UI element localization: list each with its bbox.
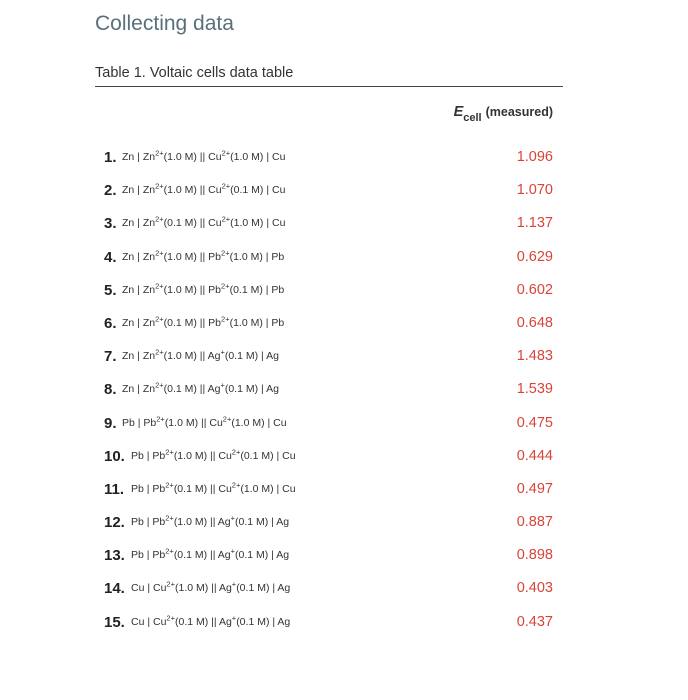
cell-notation-part: (0.1 M) || Cu xyxy=(173,482,232,495)
section-title: Collecting data xyxy=(95,12,234,35)
row-number: 3. xyxy=(104,215,117,233)
cell-notation-part: Pb | Pb xyxy=(122,416,157,429)
cell-notation-part: (0.1 M) | Cu xyxy=(230,184,286,197)
ion-charge: + xyxy=(230,546,236,556)
cell-notation-part: (1.0 M) || Cu xyxy=(173,449,232,462)
ecell-value: 1.539 xyxy=(516,381,553,398)
cell-notation-part: (1.0 M) || Ag xyxy=(173,516,231,529)
table-row xyxy=(95,274,563,307)
cell-notation-part: (0.1 M) | Ag xyxy=(235,516,290,529)
ecell-value: 0.437 xyxy=(516,613,553,630)
cell-notation xyxy=(122,380,279,396)
table-row xyxy=(95,440,563,473)
ion-charge: 2+ xyxy=(231,447,241,457)
ion-charge: 2+ xyxy=(222,414,232,423)
cell-notation-part: (0.1 M) | Pb xyxy=(229,283,285,296)
cell-notation-part: (0.1 M) || Cu xyxy=(163,217,222,230)
cell-notation-part: (1.0 M) | Cu xyxy=(231,416,287,429)
row-number: 5. xyxy=(104,281,117,299)
cell-notation-part: (0.1 M) || Ag xyxy=(163,383,221,396)
row-number: 7. xyxy=(104,348,117,366)
cell-notation xyxy=(131,579,291,595)
table-caption: Table 1. Voltaic cells data table xyxy=(95,65,294,81)
row-number: 13. xyxy=(104,547,125,565)
ecell-value: 0.602 xyxy=(516,281,553,298)
ion-charge: 2+ xyxy=(221,314,230,324)
ion-charge: 2+ xyxy=(165,480,174,490)
ion-charge: 2+ xyxy=(166,579,175,589)
cell-notation-part: Zn | Zn xyxy=(122,316,156,329)
table-row xyxy=(95,141,563,174)
cell-notation-part: Pb | Pb xyxy=(131,482,166,495)
cell-notation xyxy=(131,546,290,562)
ecell-value: 1.137 xyxy=(516,215,553,232)
ion-charge: 2+ xyxy=(155,281,164,291)
table-row xyxy=(95,373,563,406)
ion-charge: 2+ xyxy=(155,214,164,224)
cell-notation-part: (0.1 M) || Ag xyxy=(174,615,232,628)
ecell-subscript: cell xyxy=(463,112,482,124)
table-row xyxy=(95,473,563,506)
ecell-value: 0.444 xyxy=(516,447,553,464)
cell-notation-part: Zn | Zn xyxy=(122,184,156,197)
row-number: 6. xyxy=(104,314,117,332)
cell-notation xyxy=(122,314,285,329)
ion-charge: 2+ xyxy=(166,613,175,623)
cell-notation-part: Zn | Zn xyxy=(122,217,156,230)
ion-charge: 2+ xyxy=(155,148,164,158)
cell-notation xyxy=(131,480,296,495)
row-number: 2. xyxy=(104,182,117,200)
ecell-value: 0.887 xyxy=(516,514,553,531)
cell-notation-part: Zn | Zn xyxy=(122,350,156,363)
ecell-column-header xyxy=(453,104,553,124)
ion-charge: 2+ xyxy=(155,314,164,324)
table-row xyxy=(95,506,563,539)
cell-notation xyxy=(122,181,286,197)
ion-charge: 2+ xyxy=(231,480,241,490)
ecell-value: 0.475 xyxy=(516,414,553,431)
ion-charge: 2+ xyxy=(221,148,231,158)
ion-charge: 2+ xyxy=(155,347,164,357)
row-number: 14. xyxy=(104,580,125,598)
cell-notation-part: (1.0 M) | Pb xyxy=(229,250,285,263)
cell-notation-part: (0.1 M) | Ag xyxy=(224,350,279,363)
cell-notation-part: (1.0 M) || Pb xyxy=(163,250,222,263)
table-row xyxy=(95,307,563,340)
ecell-value: 0.629 xyxy=(516,248,553,265)
cell-notation-part: (0.1 M) | Ag xyxy=(235,549,290,562)
table-row xyxy=(95,340,563,373)
row-number: 11. xyxy=(104,480,125,498)
table-row xyxy=(95,241,563,274)
cell-notation-part: Pb | Pb xyxy=(131,549,166,562)
cell-notation-part: (0.1 M) | Ag xyxy=(236,615,291,628)
cell-notation-part: (1.0 M) | Pb xyxy=(229,316,285,329)
ecell-value: 0.898 xyxy=(516,547,553,564)
ion-charge: 2+ xyxy=(155,248,164,258)
cell-notation-part: Pb | Pb xyxy=(131,516,166,529)
ion-charge: 2+ xyxy=(221,248,230,258)
ion-charge: 2+ xyxy=(221,214,231,224)
cell-notation-part: (1.0 M) | Cu xyxy=(230,217,286,230)
cell-notation-part: (1.0 M) | Cu xyxy=(230,151,286,163)
cell-notation-part: (0.1 M) || Ag xyxy=(173,549,231,562)
cell-notation-part: Zn | Zn xyxy=(122,151,156,163)
table-row xyxy=(95,606,563,639)
ion-charge: + xyxy=(220,347,225,357)
cell-notation xyxy=(122,248,285,263)
cell-notation xyxy=(122,414,287,429)
table-row xyxy=(95,207,563,240)
ion-charge: 2+ xyxy=(165,447,174,457)
cell-notation-part: (1.0 M) || Cu xyxy=(164,416,223,429)
ecell-value: 0.648 xyxy=(516,314,553,331)
cell-notation-part: (1.0 M) || Pb xyxy=(163,283,222,296)
ecell-value: 1.483 xyxy=(516,348,553,365)
cell-notation xyxy=(122,148,286,163)
cell-notation xyxy=(122,347,279,363)
cell-notation-part: Cu | Cu xyxy=(131,615,167,628)
ion-charge: + xyxy=(231,613,237,623)
ion-charge: 2+ xyxy=(221,281,230,291)
ecell-symbol: E xyxy=(453,104,464,120)
caption-rule xyxy=(95,86,563,87)
cell-notation-part: (1.0 M) || Cu xyxy=(163,151,222,163)
cell-notation-part: (0.1 M) || Pb xyxy=(163,316,222,329)
table-row xyxy=(95,407,563,440)
cell-notation-part: Zn | Zn xyxy=(122,283,156,296)
cell-notation xyxy=(122,281,285,296)
cell-notation-part: (0.1 M) | Ag xyxy=(236,582,291,595)
ion-charge: 2+ xyxy=(155,380,164,390)
ecell-value: 0.403 xyxy=(516,580,553,597)
cell-notation-part: (1.0 M) || Cu xyxy=(163,184,222,197)
table-row xyxy=(95,539,563,572)
ion-charge: + xyxy=(220,380,225,390)
cell-notation-part: Cu | Cu xyxy=(131,582,167,595)
ion-charge: 2+ xyxy=(165,513,174,523)
ion-charge: 2+ xyxy=(156,414,165,423)
ion-charge: 2+ xyxy=(165,546,174,556)
ion-charge: + xyxy=(230,513,236,523)
cell-notation xyxy=(122,214,286,230)
row-number: 1. xyxy=(104,149,117,166)
ecell-value: 1.096 xyxy=(516,149,553,165)
cell-notation xyxy=(131,513,290,529)
cell-notation-part: (0.1 M) | Ag xyxy=(224,383,279,396)
table-row xyxy=(95,572,563,605)
ecell-qualifier: (measured) xyxy=(485,105,553,119)
cell-notation-part: (1.0 M) | Cu xyxy=(240,482,296,495)
cell-notation-part: Pb | Pb xyxy=(131,449,166,462)
ecell-value: 0.497 xyxy=(516,480,553,497)
table-row xyxy=(95,174,563,207)
ecell-value: 1.070 xyxy=(516,182,553,199)
cell-notation-part: (1.0 M) || Ag xyxy=(174,582,232,595)
row-number: 12. xyxy=(104,514,125,532)
ion-charge: + xyxy=(231,579,237,589)
cell-notation-part: Zn | Zn xyxy=(122,383,156,396)
ion-charge: 2+ xyxy=(221,181,231,191)
cell-notation xyxy=(131,613,291,628)
cell-notation xyxy=(131,447,296,462)
cell-notation-part: (1.0 M) || Ag xyxy=(163,350,221,363)
cell-notation-part: Zn | Zn xyxy=(122,250,156,263)
voltaic-cells-table xyxy=(95,141,563,639)
row-number: 9. xyxy=(104,414,117,432)
row-number: 15. xyxy=(104,613,125,631)
row-number: 10. xyxy=(104,447,125,465)
row-number: 8. xyxy=(104,381,117,399)
row-number: 4. xyxy=(104,248,117,266)
cell-notation-part: (0.1 M) | Cu xyxy=(240,449,296,462)
ion-charge: 2+ xyxy=(155,181,164,191)
